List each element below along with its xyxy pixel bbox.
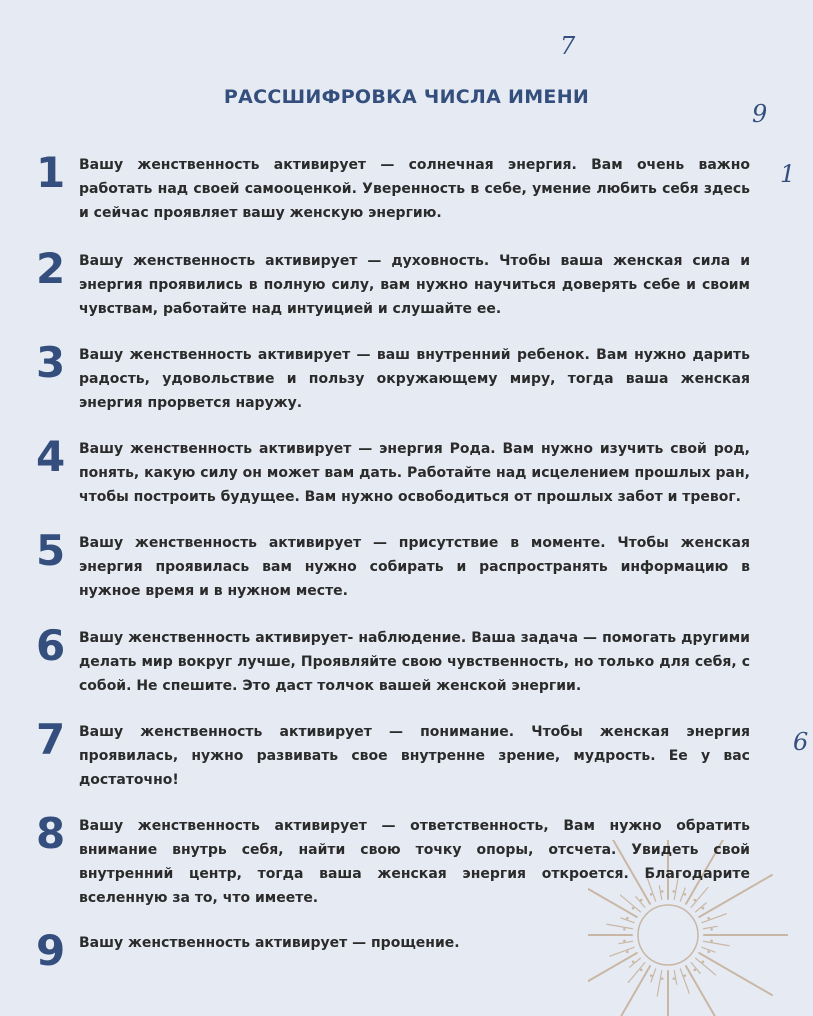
item-number: 6 — [36, 621, 66, 670]
item-text: Вашу женственность активирует — энергия Рода. Вам нужно изучить свой род, понять, какую силу он может вам дать. Работайте над исцелением прошлых ран, чтобы построить будущее. Вам нужно освободиться от прошлых забот и тревог. — [79, 441, 750, 505]
item-text: Вашу женственность активирует — духовность. Чтобы ваша женская сила и энергия проявились в полную силу, вам нужно научиться доверять себе и своим чувствам, работайте над интуицией и слушайте ее. — [79, 253, 750, 317]
decor-number-right-1: 9 — [752, 100, 768, 128]
page-title: РАССШИФРОВКА ЧИСЛА ИМЕНИ — [223, 86, 590, 108]
item-text: Вашу женственность активирует- наблюдение. Ваша задача — помогать другими делать мир вокруг лучше, Проявляйте свою чувственность, но только для себя, с собой. Не спешите. Это даст толчок вашей женской энергии. — [79, 630, 750, 694]
item-text: Вашу женственность активирует — ваш внутренний ребенок. Вам нужно дарить радость, удовольствие и пользу окружающему миру, тогда ваша женская энергия прорвется наружу. — [79, 347, 750, 411]
item-number: 2 — [36, 244, 66, 293]
item-number: 8 — [36, 809, 66, 858]
item-number: 1 — [36, 148, 66, 197]
item-number: 7 — [36, 715, 66, 764]
decor-number-right-2: 1 — [780, 160, 796, 188]
item-number: 3 — [36, 338, 66, 387]
item-text: Вашу женственность активирует — понимание. Чтобы женская энергия проявилась, нужно развивать свое внутренне зрение, мудрость. Ее у вас достаточно! — [79, 724, 750, 788]
item-text: Вашу женственность активирует — присутствие в моменте. Чтобы женская энергия проявилась вам нужно собирать и распространять информацию в нужное время и в нужном месте. — [79, 535, 750, 599]
item-number: 5 — [36, 526, 66, 575]
decor-number-right-3: 6 — [793, 728, 809, 756]
item-text: Вашу женственность активирует — ответственность, Вам нужно обратить внимание внутрь себя, найти свою точку опоры, отсчета. Увидеть свой внутренний центр, тогда ваша женская энергия откроется. Благодарите вселенную за то, что имеете. — [79, 818, 750, 906]
item-text: Вашу женственность активирует — солнечная энергия. Вам очень важно работать над своей самооценкой. Уверенность в себе, умение любить себя здесь и сейчас проявляет вашу женскую энергию. — [79, 157, 750, 221]
decor-number-top: 7 — [560, 32, 576, 60]
item-number: 4 — [36, 432, 66, 481]
item-number: 9 — [36, 926, 66, 975]
item-text: Вашу женственность активирует — прощение. — [79, 935, 460, 951]
